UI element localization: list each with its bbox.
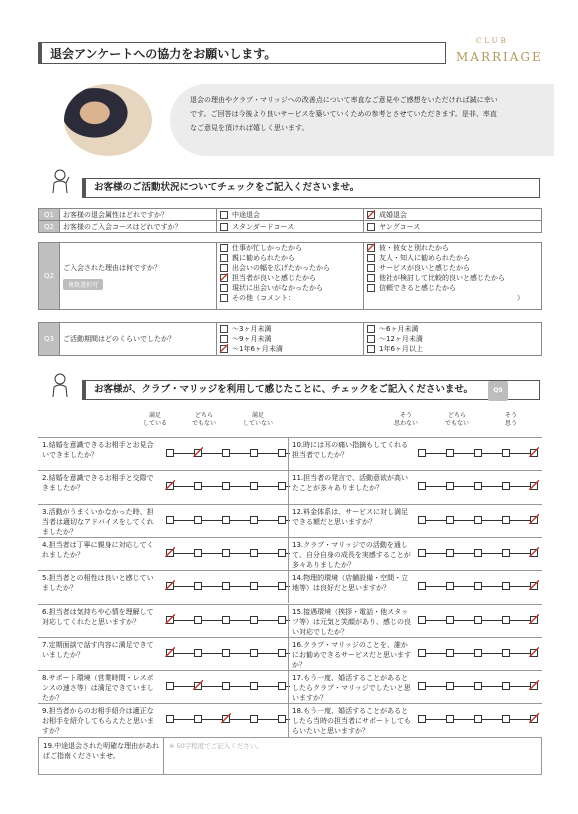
rating-checkbox[interactable] [530,482,538,490]
row-divider [38,537,542,538]
rating-checkbox[interactable] [530,649,538,657]
question-text: お客様のご入会コースはどれですか？ [60,221,217,233]
rating-checkbox[interactable] [250,549,258,557]
q19-text: 19.中途退会された明確な理由があればご指南くださいませ。 [43,742,160,760]
option-label: ～6ヶ月未満 [379,325,419,333]
rating-checkbox[interactable] [166,649,174,657]
rating-checkbox[interactable] [446,682,454,690]
rating-checkbox[interactable] [530,516,538,524]
option-label: ～9ヶ月未満 [232,335,272,343]
rating-checkbox[interactable] [166,516,174,524]
rating-checkbox[interactable] [278,682,286,690]
rating-checkbox[interactable] [530,715,538,723]
rating-row [38,637,542,669]
rating-checkbox[interactable] [166,616,174,624]
rating-checkbox[interactable] [474,616,482,624]
rating-checkbox[interactable] [278,549,286,557]
checkbox[interactable] [220,211,228,219]
rating-row [38,470,542,502]
rating-question: 13.クラブ・マリッジでの活動を通して、自分自身の成長を実感することが多々ありましたか？ [292,540,411,569]
rating-checkbox[interactable] [474,449,482,457]
rating-checkbox[interactable] [474,482,482,490]
q1-q2a-table [38,208,542,233]
rating-checkbox[interactable] [446,715,454,723]
rating-checkbox[interactable] [502,649,510,657]
rating-checkbox[interactable] [222,482,230,490]
rating-checkbox[interactable] [530,449,538,457]
page-title: 退会アンケートへの協力をお願いします。 [38,42,446,64]
question-text: ご入会された理由は何ですか？ [63,263,161,272]
q2-table [38,242,542,310]
rating-checkbox[interactable] [502,682,510,690]
rating-checkbox[interactable] [474,649,482,657]
rating-checkbox[interactable] [250,616,258,624]
rating-checkbox[interactable] [502,516,510,524]
rating-checkbox[interactable] [418,449,426,457]
question-text: お客様の退会属性はどれですか？ [60,209,217,221]
scale-header: そう 思わない [393,412,418,427]
rating-checkbox[interactable] [166,449,174,457]
rating-checkbox[interactable] [222,582,230,590]
rating-checkbox[interactable] [194,616,202,624]
rating-checkbox[interactable] [194,516,202,524]
rating-question: 16.クラブ・マリッジのことを、誰かにお勧めできるサービスだと思いますか？ [292,640,411,669]
option-label: 現状に出会いがなかったから [232,284,323,292]
rating-question: 17.もう一度、婚活することがあるとしたらクラブ・マリッジでしたいと思いますか？ [292,674,411,703]
option-label: 友人・知人に勧められたから [379,254,470,262]
option-label: 担当者が良いと感じたから [232,274,316,282]
option-label: サービスが良いと感じたから [379,264,470,272]
rating-question: 11.担当者の発言で、活動意欲が高いたことが多々ありましたか？ [292,474,408,493]
rating-row [38,437,542,469]
rating-checkbox[interactable] [166,715,174,723]
rating-checkbox[interactable] [222,616,230,624]
rating-question: 3.活動がうまくいかなかった時、担当者は適切なアドバイスをしてくれましたか？ [42,507,154,536]
question-number: Q2 [39,221,60,233]
person-icon [50,168,70,194]
rating-checkbox[interactable] [446,516,454,524]
rating-question: 6.担当者は気持ちや心情を理解して対応してくれたと思いますか？ [42,607,154,626]
rating-checkbox[interactable] [474,682,482,690]
row-divider [38,670,542,671]
multi-select-tag: 複数選択可 [63,279,103,290]
column-divider [288,470,289,503]
rating-checkbox[interactable] [250,649,258,657]
scale-header: そう 思う [504,412,517,427]
rating-question: 5.担当者との相性は良いと感じていましたか？ [42,574,154,593]
checkbox[interactable] [220,264,228,272]
rating-checkbox[interactable] [278,449,286,457]
rating-checkbox[interactable] [446,549,454,557]
rating-question: 14.物理的環境（店舗設備・空間・立地等）は良好だと思いますか？ [292,574,409,593]
rating-checkbox[interactable] [278,649,286,657]
rating-checkbox[interactable] [446,582,454,590]
rating-question: 15.接遇環境（挨拶・電話・他スタッフ等）は元気と笑顔があり、感じの良い対応でしたか？ [292,607,411,636]
question-number: Q2 [39,243,60,310]
rating-checkbox[interactable] [166,682,174,690]
rating-checkbox[interactable] [278,482,286,490]
column-divider [288,437,289,470]
rating-question: 7.定期面談で話す内容に満足できていましたか？ [42,640,154,659]
section2-title [82,380,540,400]
rating-checkbox[interactable] [250,582,258,590]
rating-question: 4.担当者は丁寧に親身に対応してくれましたか？ [42,540,154,559]
option-label: ～1年6ヶ月未満 [232,345,283,353]
rating-checkbox[interactable] [250,682,258,690]
row-divider [38,437,542,438]
column-divider [288,504,289,537]
scale-header: どちら でもない [191,412,216,427]
column-divider [288,570,289,603]
checkbox[interactable] [367,223,375,231]
logo-marriage-text: MARRIAGE [456,50,543,64]
checkbox[interactable] [220,223,228,231]
rating-checkbox[interactable] [278,582,286,590]
comment-close: ） [517,294,524,302]
option-label: 彼・彼女と別れたから [379,244,449,252]
scale-header: どちら でもない [444,412,469,427]
rating-checkbox[interactable] [530,616,538,624]
rating-checkbox[interactable] [530,549,538,557]
option-label: 出会いの幅を広げたかったから [232,264,330,272]
option-label: 仕事が忙しかったから [232,244,302,252]
rating-checkbox[interactable] [446,449,454,457]
rating-checkbox[interactable] [222,449,230,457]
section1-title: お客様のご活動状況についてチェックをご記入くださいませ。 [82,178,540,198]
rating-checkbox[interactable] [194,549,202,557]
rating-checkbox[interactable] [194,649,202,657]
rating-row [38,570,542,602]
rating-question: 9.担当者からのお相手紹介は適正なお相手を紹介してもらえたと思いますか？ [42,707,154,736]
checkbox[interactable] [367,325,375,333]
rating-checkbox[interactable] [194,482,202,490]
column-divider [288,604,289,637]
rating-row [38,604,542,636]
checkbox-checked[interactable] [367,244,375,252]
couple-photo [64,84,152,156]
rating-checkbox[interactable] [278,616,286,624]
rating-checkbox[interactable] [222,715,230,723]
rating-checkbox[interactable] [222,549,230,557]
rating-checkbox[interactable] [222,649,230,657]
rating-checkbox[interactable] [418,516,426,524]
rating-checkbox[interactable] [474,582,482,590]
checkbox[interactable] [220,254,228,262]
row-divider [38,703,542,704]
rating-checkbox[interactable] [194,582,202,590]
row-divider [38,570,542,571]
question-number: Q1 [39,209,60,221]
option-label: スタンダードコース [232,222,295,231]
row-divider [38,637,542,638]
intro-box [170,84,554,156]
checkbox[interactable] [220,294,228,302]
scale-header: 満足 している [142,412,167,427]
option-label: ～12ヶ月未満 [379,335,423,343]
rating-checkbox[interactable] [502,616,510,624]
checkbox-checked[interactable] [220,274,228,282]
rating-checkbox[interactable] [194,715,202,723]
rating-checkbox[interactable] [250,516,258,524]
q3-table [38,322,542,356]
rating-checkbox[interactable] [194,682,202,690]
rating-checkbox[interactable] [502,715,510,723]
q19-box [38,737,542,775]
checkbox[interactable] [367,284,375,292]
option-label: 成婚退会 [379,210,407,219]
option-label: 親に勧められたから [232,254,295,262]
column-divider [288,537,289,570]
rating-checkbox[interactable] [278,516,286,524]
question-number: Q3 [39,323,60,356]
rating-checkbox[interactable] [474,549,482,557]
question-text: ご活動期間はどのくらいでしたか？ [60,323,217,356]
checkbox[interactable] [220,335,228,343]
option-label: 1年6ヶ月以上 [379,345,423,353]
intro-line: です。ご回答は今後より良いサービスを築いていくための参考とさせていただきます。是非、率直 [190,110,497,118]
rating-checkbox[interactable] [278,715,286,723]
rating-row [38,504,542,536]
column-divider [288,670,289,703]
rating-checkbox[interactable] [446,482,454,490]
rating-row [38,537,542,569]
divider [163,738,164,774]
option-label: ～3ヶ月未満 [232,325,272,333]
rating-checkbox[interactable] [250,449,258,457]
rating-row [38,670,542,702]
checkbox[interactable] [367,254,375,262]
rating-checkbox[interactable] [222,682,230,690]
row-divider [38,504,542,505]
option-label: 信頼できると感じたから [379,284,456,292]
section2-title-text: お客様が、クラブ・マリッジを利用して感じたことに、チェックをご記入くださいませ。 [94,384,474,395]
column-divider [288,703,289,736]
rating-checkbox[interactable] [474,516,482,524]
rating-checkbox[interactable] [250,482,258,490]
rating-checkbox[interactable] [166,549,174,557]
rating-checkbox[interactable] [502,582,510,590]
checkbox[interactable] [367,264,375,272]
rating-checkbox[interactable] [222,516,230,524]
rating-checkbox[interactable] [166,482,174,490]
option-label: その他（コメント： [232,294,295,302]
rating-question: 10.時には耳の痛い指摘もしてくれる担当者でしたか？ [292,441,409,459]
intro-line: なご意見を頂ければ嬉しく思います。 [190,124,309,132]
rating-checkbox[interactable] [446,649,454,657]
rating-row [38,703,542,735]
rating-question: 18.もう一度、婚活することがあるとしたら当時の担当者にサポートしてもらいたいと思いますか？ [292,707,411,736]
rating-checkbox[interactable] [418,582,426,590]
rating-checkbox[interactable] [418,715,426,723]
rating-question: 8.サポート環境（営業時間・レスポンスの速さ等）は満足できていましたか？ [42,674,154,703]
rating-question: 2.結婚を意識できるお相手と交際できましたか？ [42,474,154,493]
row-divider [38,470,542,471]
q19-input[interactable]: ※ 50字程度でご記入ください。 [169,742,263,750]
logo-club-text: CLUB [476,37,509,45]
rating-checkbox[interactable] [250,715,258,723]
section2-tag: Q5 [488,381,507,401]
person-icon [50,372,70,398]
checkbox[interactable] [367,335,375,343]
checkbox[interactable] [220,284,228,292]
rating-checkbox[interactable] [502,549,510,557]
option-label: 中途退会 [232,210,260,219]
intro-line: 退会の理由やクラブ・マリッジへの改善点について率直なご意見やご感想をいただければ誠に幸い [190,96,498,104]
rating-question: 1.結婚を意識できるお相手とお見合いできましたか？ [42,441,154,459]
rating-question: 12.料金体系は、サービスに対し満足できる額だと思いますか？ [292,507,409,526]
rating-checkbox[interactable] [418,616,426,624]
rating-checkbox[interactable] [474,715,482,723]
checkbox[interactable] [367,345,375,353]
rating-checkbox[interactable] [502,482,510,490]
option-label: ヤングコース [379,222,421,231]
checkbox[interactable] [367,274,375,282]
column-divider [288,637,289,670]
rating-checkbox[interactable] [418,549,426,557]
rating-checkbox[interactable] [418,682,426,690]
option-label: 他社が検討して比較的良いと感じたから [379,274,505,282]
checkbox-checked[interactable] [367,211,375,219]
rating-checkbox[interactable] [166,582,174,590]
rating-checkbox[interactable] [418,482,426,490]
rating-checkbox[interactable] [446,616,454,624]
row-divider [38,604,542,605]
checkbox[interactable] [220,325,228,333]
scale-header: 満足 していない [242,412,273,427]
rating-checkbox[interactable] [194,449,202,457]
checkbox[interactable] [220,244,228,252]
checkbox-checked[interactable] [220,345,228,353]
rating-checkbox[interactable] [418,649,426,657]
rating-checkbox[interactable] [530,582,538,590]
rating-checkbox[interactable] [502,449,510,457]
rating-checkbox[interactable] [530,682,538,690]
